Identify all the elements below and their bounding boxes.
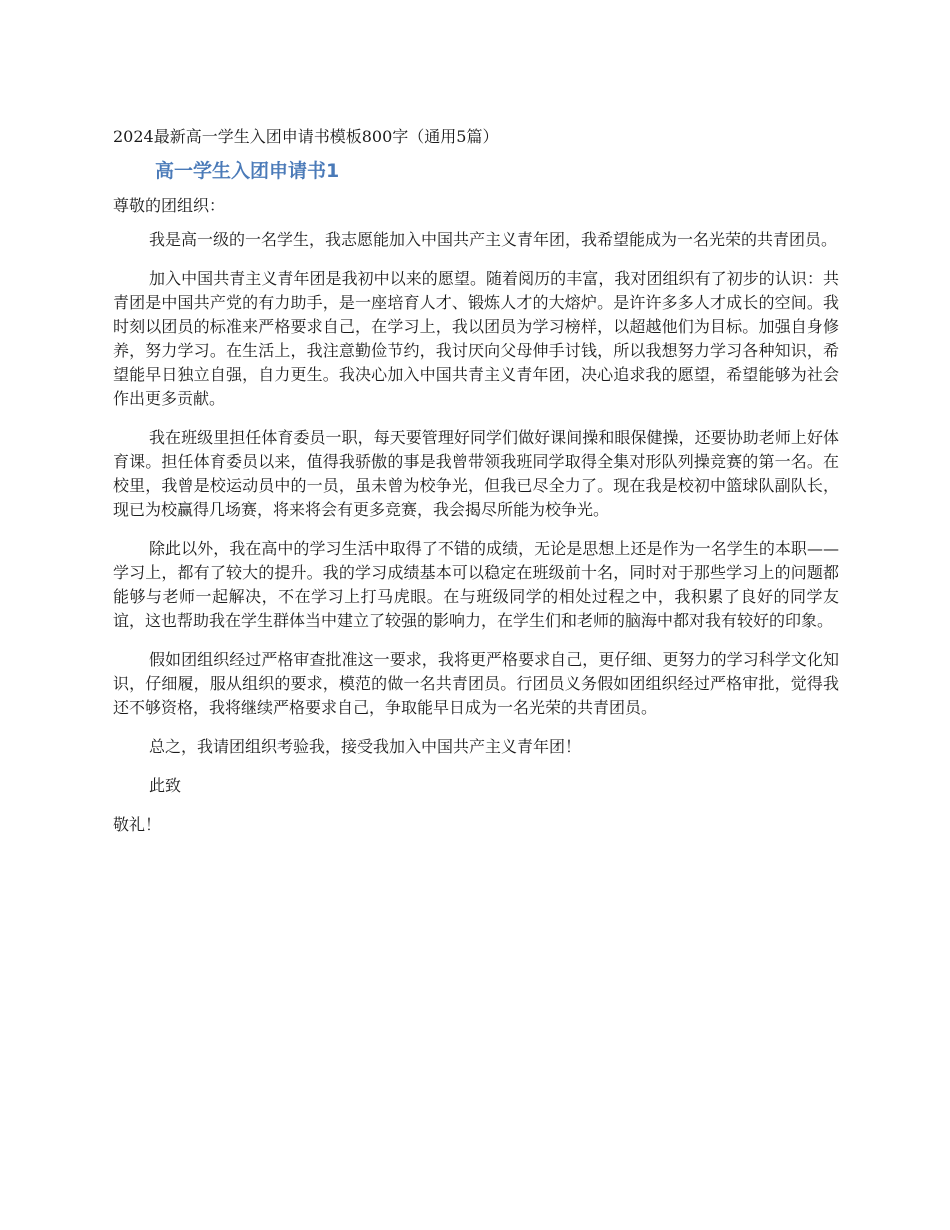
section-heading: 高一学生入团申请书1 [155,160,340,182]
body-paragraph-5: 假如团组织经过严格审查批准这一要求，我将更严格要求自己，更仔细、更努力的学习科学文化知识，仔细履，服从组织的要求，模范的做一名共青团员。行团员义务假如团组织经过严格审批，觉得我还不够资格，我将继续严格要求自己，争取能早日成为一名光荣的共青团员。 [113,650,839,717]
body-paragraph-2: 加入中国共青主义青年团是我初中以来的愿望。随着阅历的丰富，我对团组织有了初步的认识：共青团是中国共产党的有力助手，是一座培育人才、锻炼人才的大熔炉。是许许多多人才成长的空间。我时刻以团员的标准来严格要求自己，在学习上，我以团员为学习榜样，以超越他们为目标。加强自身修养，努力学习。在生活上，我注意勤俭节约，我讨厌向父母伸手讨钱，所以我想努力学习各种知识，希望能早日独立自强，自力更生。我决心加入中国共青主义青年团，决心追求我的愿望，希望能够为社会作出更多贡献。 [113,269,839,408]
document-title: 2024最新高一学生入团申请书模板800字（通用5篇） [113,127,499,146]
body-paragraph-4: 除此以外，我在高中的学习生活中取得了不错的成绩，无论是思想上还是作为一名学生的本职——学习上，都有了较大的提升。我的学习成绩基本可以稳定在班级前十名，同时对于那些学习上的问题都能够与老师一起解决，不在学习上打马虎眼。在与班级同学的相处过程之中，我积累了良好的同学友谊，这也帮助我在学生群体当中建立了较强的影响力，在学生们和老师的脑海中都对我有较好的印象。 [113,539,839,630]
body-paragraph-3: 我在班级里担任体育委员一职，每天要管理好同学们做好课间操和眼保健操，还要协助老师上好体育课。担任体育委员以来，值得我骄傲的事是我曾带领我班同学取得全集对形队列操竞赛的第一名。在校里，我曾是校运动员中的一员，虽未曾为校争光，但我已尽全力了。现在我是校初中篮球队副队长，现已为校赢得几场赛，将来将会有更多竞赛，我会揭尽所能为校争光。 [113,428,839,519]
closing-phrase: 此致 [149,776,182,795]
body-paragraph-6: 总之，我请团组织考验我，接受我加入中国共产主义青年团！ [149,737,582,756]
document-page [113,124,839,837]
salutation: 尊敬的团组织： [113,196,226,215]
body-paragraph-1: 我是高一级的一名学生，我志愿能加入中国共产主义青年团，我希望能成为一名光荣的共青团员。 [149,230,838,249]
regards-phrase: 敬礼！ [113,815,162,834]
